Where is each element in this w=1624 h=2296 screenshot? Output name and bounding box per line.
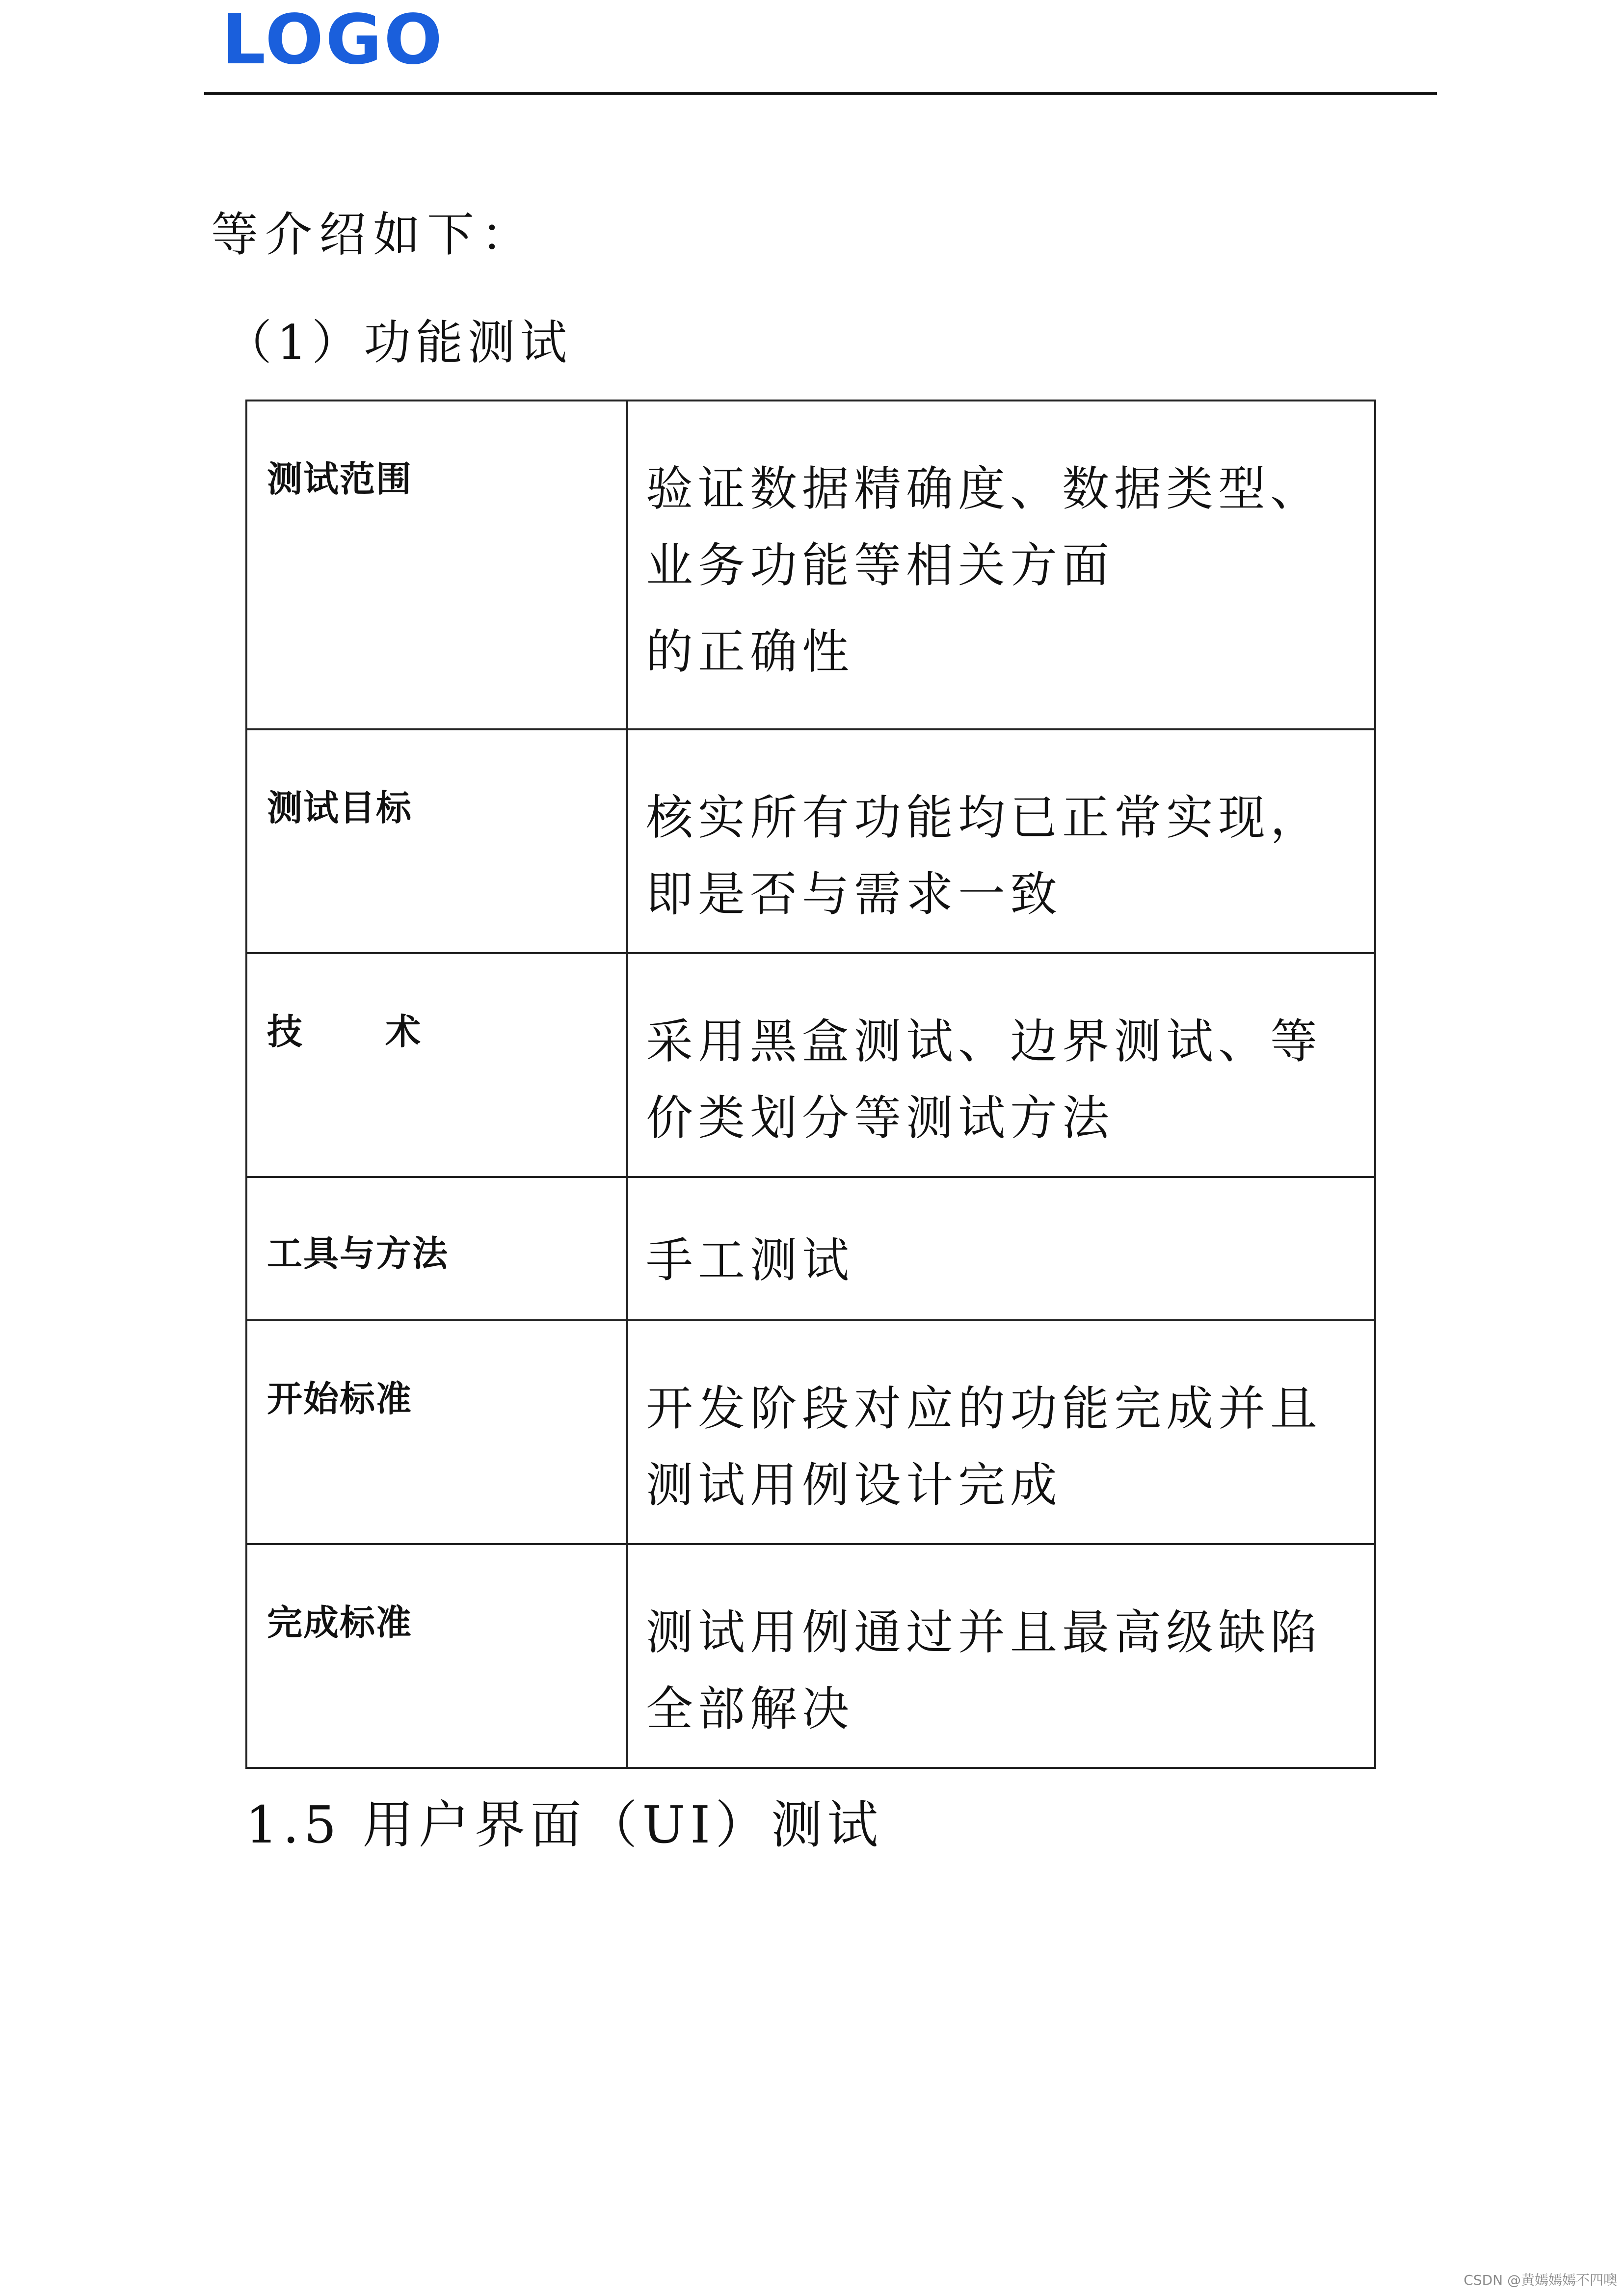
intro-text: 等介绍如下： [211, 207, 535, 262]
row-value-cell [627, 953, 1375, 1177]
row-label-cell [246, 1544, 627, 1768]
row-label: 完成标准 [267, 1602, 413, 1643]
table-row [246, 400, 1375, 729]
row-label: 工具与方法 [267, 1233, 449, 1274]
row-value-text: 验证数据精确度、数据类型、业务功能等相关方面 [646, 461, 1322, 593]
row-label: 测试范围 [267, 458, 413, 500]
subheading-functional-test: （1）功能测试 [225, 315, 572, 370]
row-label: 开始标准 [267, 1378, 413, 1419]
row-label-cell [246, 400, 627, 729]
logo: LOGO [222, 0, 445, 80]
row-value: 开发阶段对应的功能完成并且测试用例设计完成 [646, 1381, 1322, 1513]
table-row [246, 953, 1375, 1177]
row-label-cell [246, 1320, 627, 1544]
row-label-cell [246, 1177, 627, 1320]
functional-test-table [245, 400, 1376, 1769]
row-value: 测试用例通过并且最高级缺陷全部解决 [646, 1605, 1322, 1736]
row-value [628, 401, 1374, 710]
table-row [246, 1177, 1375, 1320]
row-label: 测试目标 [267, 787, 413, 828]
row-value: 采用黑盒测试、边界测试、等价类划分等测试方法 [646, 1014, 1322, 1146]
row-value-cell [627, 1177, 1375, 1320]
row-label: 技 术 [267, 1011, 422, 1052]
row-value-cell [627, 400, 1375, 729]
table-row [246, 1320, 1375, 1544]
row-value-cell [627, 1320, 1375, 1544]
row-label-cell [246, 729, 627, 953]
row-value: 手工测试 [646, 1233, 854, 1288]
section-heading: 1.5 用户界面（UI）测试 [245, 1795, 883, 1855]
table-row [246, 1544, 1375, 1768]
row-label-cell [246, 953, 627, 1177]
row-value: 核实所有功能均已正常实现，即是否与需求一致 [646, 790, 1322, 922]
header-divider [204, 92, 1437, 95]
row-value-extra: 的正确性 [646, 624, 854, 679]
row-value-cell [627, 729, 1375, 953]
watermark: CSDN @黄嫣嫣嫣不四噢 [1464, 2272, 1617, 2288]
row-value-cell [627, 1544, 1375, 1768]
table-row [246, 729, 1375, 953]
